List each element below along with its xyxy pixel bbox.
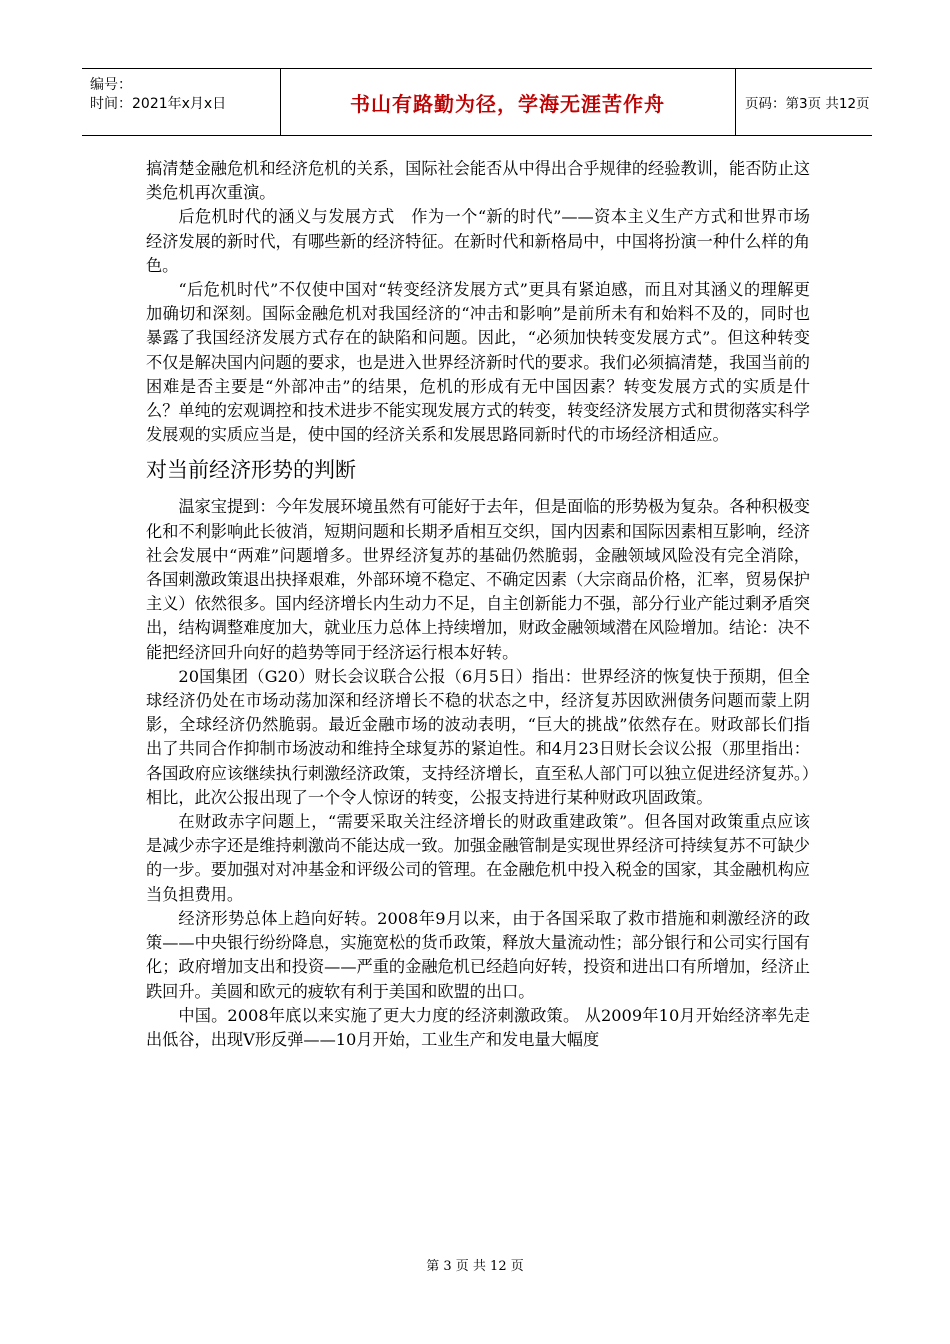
body-paragraph: 中国。2008年底以来实施了更大力度的经济刺激政策。 从2009年10月开始经济率先走出低谷，出现V形反弹——10月开始，工业生产和发电量大幅度 — [146, 1005, 810, 1049]
header-motto-cell — [280, 69, 736, 135]
page-footer: 第 3 页 共 12 页 — [426, 1259, 524, 1274]
body-paragraph: 经济形势总体上趋向好转。2008年9月以来，由于各国采取了救市措施和刺激经济的政策——中央银行纷纷降息，实施宽松的货币政策，释放大量流动性；部分银行和公司实行国有化；政府增加支出和投资——严重的金融危机已经趋向好转，投资和进出口有所增加，经济止跌回升。美圆和欧元的疲软有利于美国和欧盟的出口。 — [146, 908, 810, 1001]
body-paragraph: 20国集团（G20）财长会议联合公报（6月5日）指出：世界经济的恢复快于预期，但全球经济仍处在市场动荡加深和经济增长不稳的状态之中，经济复苏因欧洲债务问题而蒙上阴影，全球经济仍然脆弱。最近金融市场的波动表明，“巨大的挑战”依然存在。财政部长们指出了共同合作抑制市场波动和维持全球复苏的紧迫性。和4月23日财长会议公报（那里指出：各国政府应该继续执行刺激经济政策，支持经济增长，直至私人部门可以独立促进经济复苏。）相比，此次公报出现了一个令人惊讶的转变，公报支持进行某种财政巩固政策。 — [146, 666, 810, 807]
document-date-label: 时间：2021年x月x日 — [90, 96, 227, 112]
body-paragraph: 搞清楚金融危机和经济危机的关系，国际社会能否从中得出合乎规律的经验教训，能否防止这类危机再次重演。 — [146, 159, 810, 203]
body-paragraph: 温家宝提到：今年发展环境虽然有可能好于去年，但是面临的形势极为复杂。各种积极变化和不利影响此长彼消，短期问题和长期矛盾相互交织，国内因素和国际因素相互影响，经济社会发展中“两难”问题增多。世界经济复苏的基础仍然脆弱，金融领域风险没有完全消除，各国刺激政策退出抉择艰难，外部环境不稳定、不确定因素（大宗商品价格，汇率，贸易保护主义）依然很多。国内经济增长内生动力不足，自主创新能力不强，部分行业产能过剩矛盾突出，结构调整难度加大，就业压力总体上持续增加，财政金融领域潜在风险增加。结论：决不能把经济回升向好的趋势等同于经济运行根本好转。 — [146, 497, 810, 662]
page-header — [82, 68, 872, 136]
section-heading: 对当前经济形势的判断 — [146, 458, 356, 483]
document-number-label: 编号： — [90, 77, 132, 93]
header-info-cell — [82, 69, 281, 135]
document-body — [146, 157, 810, 1052]
body-paragraph: 在财政赤字问题上，“需要采取关注经济增长的财政重建政策”。但各国对政策重点应该是减少赤字还是维持刺激尚不能达成一致。加强金融管制是实现世界经济可持续复苏不可缺少的一步。要加强对对冲基金和评级公司的管理。在金融危机中投入税金的国家，其金融机构应当负担费用。 — [146, 812, 810, 904]
header-page-cell — [735, 69, 872, 135]
header-page-code: 页码：第3页 共12页 — [745, 96, 870, 112]
body-paragraph: 后危机时代的涵义与发展方式 作为一个“新的时代”——资本主义生产方式和世界市场经济发展的新时代，有哪些新的经济特征。在新时代和新格局中，中国将扮演一种什么样的角色。 — [146, 207, 810, 275]
body-paragraph: “后危机时代”不仅使中国对“转变经济发展方式”更具有紧迫感，而且对其涵义的理解更加确切和深刻。国际金融危机对我国经济的“冲击和影响”是前所未有和始料不及的，同时也暴露了我国经济发展方式存在的缺陷和问题。因此，“必须加快转变发展方式”。但这种转变不仅是解决国内问题的要求，也是进入世界经济新时代的要求。我们必须搞清楚，我国当前的困难是否主要是“外部冲击”的结果，危机的形成有无中国因素？转变发展方式的实质是什么？单纯的宏观调控和技术进步不能实现发展方式的转变，转变经济发展方式和贯彻落实科学发展观的实质应当是，使中国的经济关系和发展思路同新时代的市场经济相适应。 — [146, 280, 810, 445]
header-motto: 书山有路勤为径，学海无涯苦作舟 — [350, 91, 665, 116]
